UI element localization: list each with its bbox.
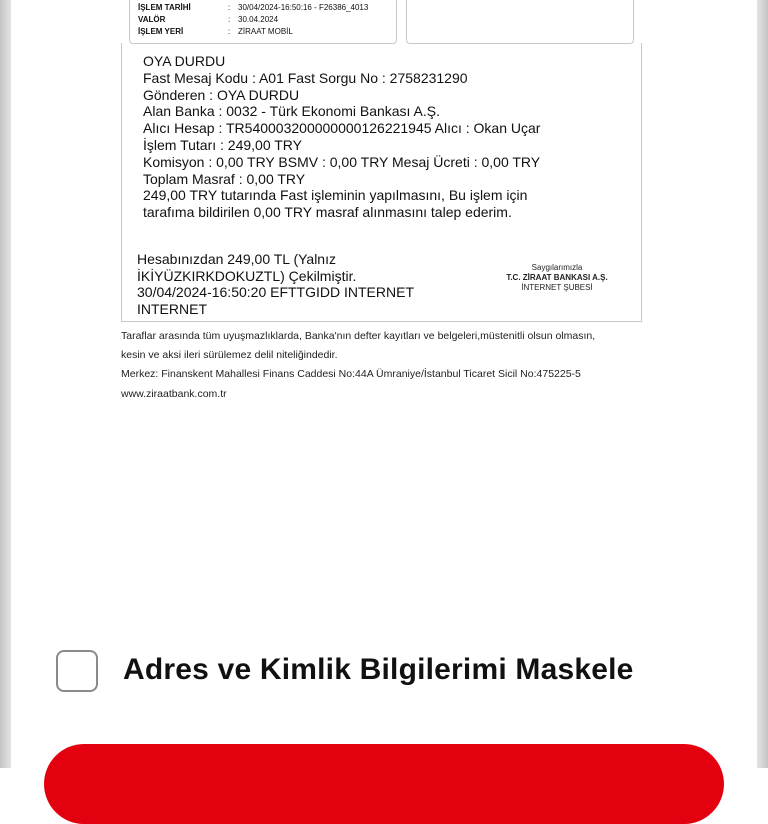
left-screen-edge: [0, 0, 11, 768]
footer-website: www.ziraatbank.com.tr: [121, 387, 227, 400]
withdrawal-line: 30/04/2024-16:50:20 EFTTGIDD INTERNET: [137, 284, 414, 300]
detail-line-receiving-bank: Alan Banka : 0032 - Türk Ekonomi Bankası A.Ş.: [143, 103, 441, 120]
detail-line-fees: Komisyon : 0,00 TRY BSMV : 0,00 TRY Mesaj Ücreti : 0,00 TRY: [143, 153, 541, 170]
primary-action-button[interactable]: [44, 744, 724, 824]
withdrawal-note: [137, 251, 457, 317]
meta-value: 30.04.2024: [238, 15, 279, 24]
meta-value: 30/04/2024-16:50:16 - F26386_4013: [238, 3, 369, 12]
detail-line-fast-code: Fast Mesaj Kodu : A01 Fast Sorgu No : 2758231290: [143, 69, 468, 86]
bank-signature: [490, 263, 624, 293]
detail-line-total-fee: Toplam Masraf : 0,00 TRY: [143, 170, 306, 187]
mask-info-label[interactable]: Adres ve Kimlik Bilgilerimi Maskele: [123, 653, 634, 686]
footer-line: Merkez: Finanskent Mahallesi Finans Caddesi No:44A Ümraniye/İstanbul Ticaret Sicil No:475225-5: [121, 368, 581, 381]
detail-line-sender: Gönderen : OYA DURDU: [143, 86, 300, 103]
detail-line-amount: İşlem Tutarı : 249,00 TRY: [143, 136, 303, 153]
detail-line-receiver-account: Alıcı Hesap : TR540003200000000126221945 Alıcı : Okan Uçar: [143, 120, 541, 137]
detail-line-request: 249,00 TRY tutarında Fast işleminin yapılmasını, Bu işlem için: [143, 187, 528, 204]
legal-footer: [121, 327, 595, 404]
withdrawal-line: İKİYÜZKIRKDOKUZTL) Çekilmiştir.: [137, 267, 357, 284]
detail-line-sender-name: OYA DURDU: [143, 53, 226, 69]
meta-key: İŞLEM TARİHİ: [138, 3, 191, 12]
right-screen-edge: [757, 0, 768, 768]
transaction-meta-box: İŞLEM TARİHİ : 30/04/2024-16:50:16 - F26386_4013 VALÖR : 30.04.2024 İŞLEM YERİ : ZİRAAT MOBİL: [129, 0, 397, 44]
withdrawal-line: Hesabınızdan 249,00 TL (Yalnız: [137, 251, 336, 267]
signature-branch: İNTERNET ŞUBESİ: [521, 283, 593, 292]
footer-line: Taraflar arasında tüm uyuşmazlıklarda, Banka'nın defter kayıtları ve belgeleri,müstenitli olsun olmasın,: [121, 330, 596, 342]
meta-key: İŞLEM YERİ: [138, 27, 184, 36]
meta-value: ZİRAAT MOBİL: [238, 27, 293, 36]
footer-line: kesin ve aksi ileri sürülemez delil niteliğindedir.: [121, 349, 338, 362]
transfer-details: [143, 53, 540, 221]
withdrawal-line: INTERNET: [137, 300, 207, 317]
signature-bank: T.C. ZİRAAT BANKASI A.Ş.: [506, 273, 608, 282]
transaction-meta-box-right: [406, 0, 634, 44]
signature-greeting: Saygılarımızla: [531, 263, 583, 272]
meta-key: VALÖR: [138, 15, 166, 24]
mask-info-checkbox[interactable]: [56, 650, 98, 692]
detail-line-request-cont: tarafıma bildirilen 0,00 TRY masraf alınmasını talep ederim.: [143, 204, 512, 221]
